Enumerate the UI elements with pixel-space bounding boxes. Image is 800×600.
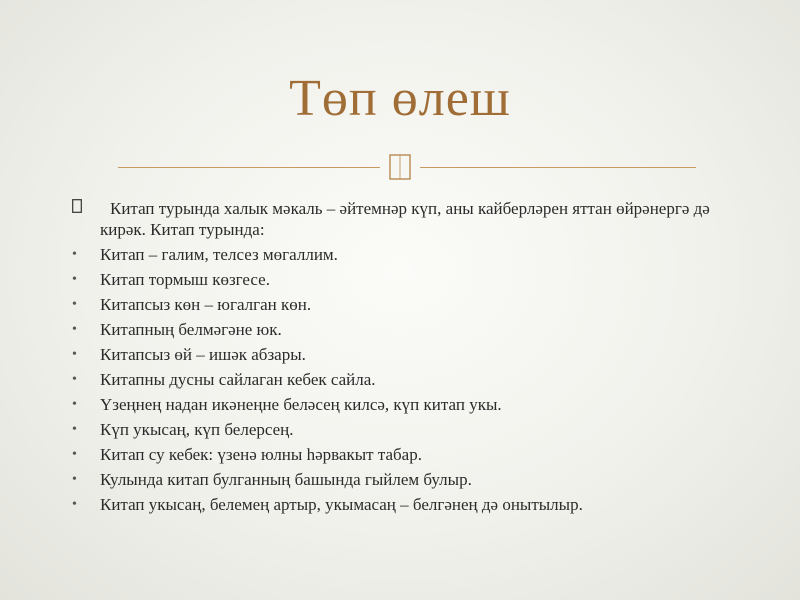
list-item [72,294,752,315]
list-item-text: Күп укысаң, күп белерсең. [100,420,294,439]
proverb-list [72,244,752,515]
missing-glyph-icon [72,199,82,220]
bullet-icon: • [72,322,77,337]
bullet-icon: • [72,497,77,512]
list-item-text: Китап тормыш көзгесе. [100,270,270,289]
list-item-text: Китап су кебек: үзенә юлны һәрвакыт табар. [100,445,422,464]
bullet-icon: • [72,347,77,362]
list-item [72,344,752,365]
content-body [72,198,752,519]
intro-text: Китап турында халык мәкаль – әйтемнәр күп, аны кайберләрен яттан өйрәнергә дә кирәк. Китап турында: [100,199,710,239]
list-item-text: Китапны дусны сайлаган кебек сайла. [100,370,376,389]
intro-paragraph [72,198,752,240]
list-item-text: Китап укысаң, белемең артыр, укымасаң – белгәнең дә онытылыр. [100,495,583,514]
bullet-icon: • [72,372,77,387]
list-item-text: Китапның белмәгәне юк. [100,320,282,339]
list-item-text: Үзеңнең надан икәнеңне беләсең килсә, күп китап укы. [100,395,502,414]
bullet-icon: • [72,397,77,412]
list-item [72,494,752,515]
divider-line-left [118,167,380,168]
list-item [72,369,752,390]
list-item-text: Китапсыз өй – ишәк абзары. [100,345,306,364]
list-item [72,419,752,440]
list-item-text: Китапсыз көн – югалган көн. [100,295,312,314]
list-item [72,394,752,415]
bullet-icon: • [72,472,77,487]
bullet-icon: • [72,297,77,312]
bullet-icon: • [72,272,77,287]
divider-ornament-icon [382,152,418,182]
slide-title: Төп өлеш [289,70,511,127]
list-item [72,469,752,490]
list-item-text: Кулында китап булганның башында гыйлем булыр. [100,470,472,489]
list-item [72,444,752,465]
bullet-icon: • [72,247,77,262]
list-item [72,269,752,290]
list-item [72,319,752,340]
bullet-icon: • [72,447,77,462]
list-item-text: Китап – галим, телсез мөгаллим. [100,245,338,264]
bullet-icon: • [72,422,77,437]
list-item [72,244,752,265]
divider-line-right [420,167,696,168]
